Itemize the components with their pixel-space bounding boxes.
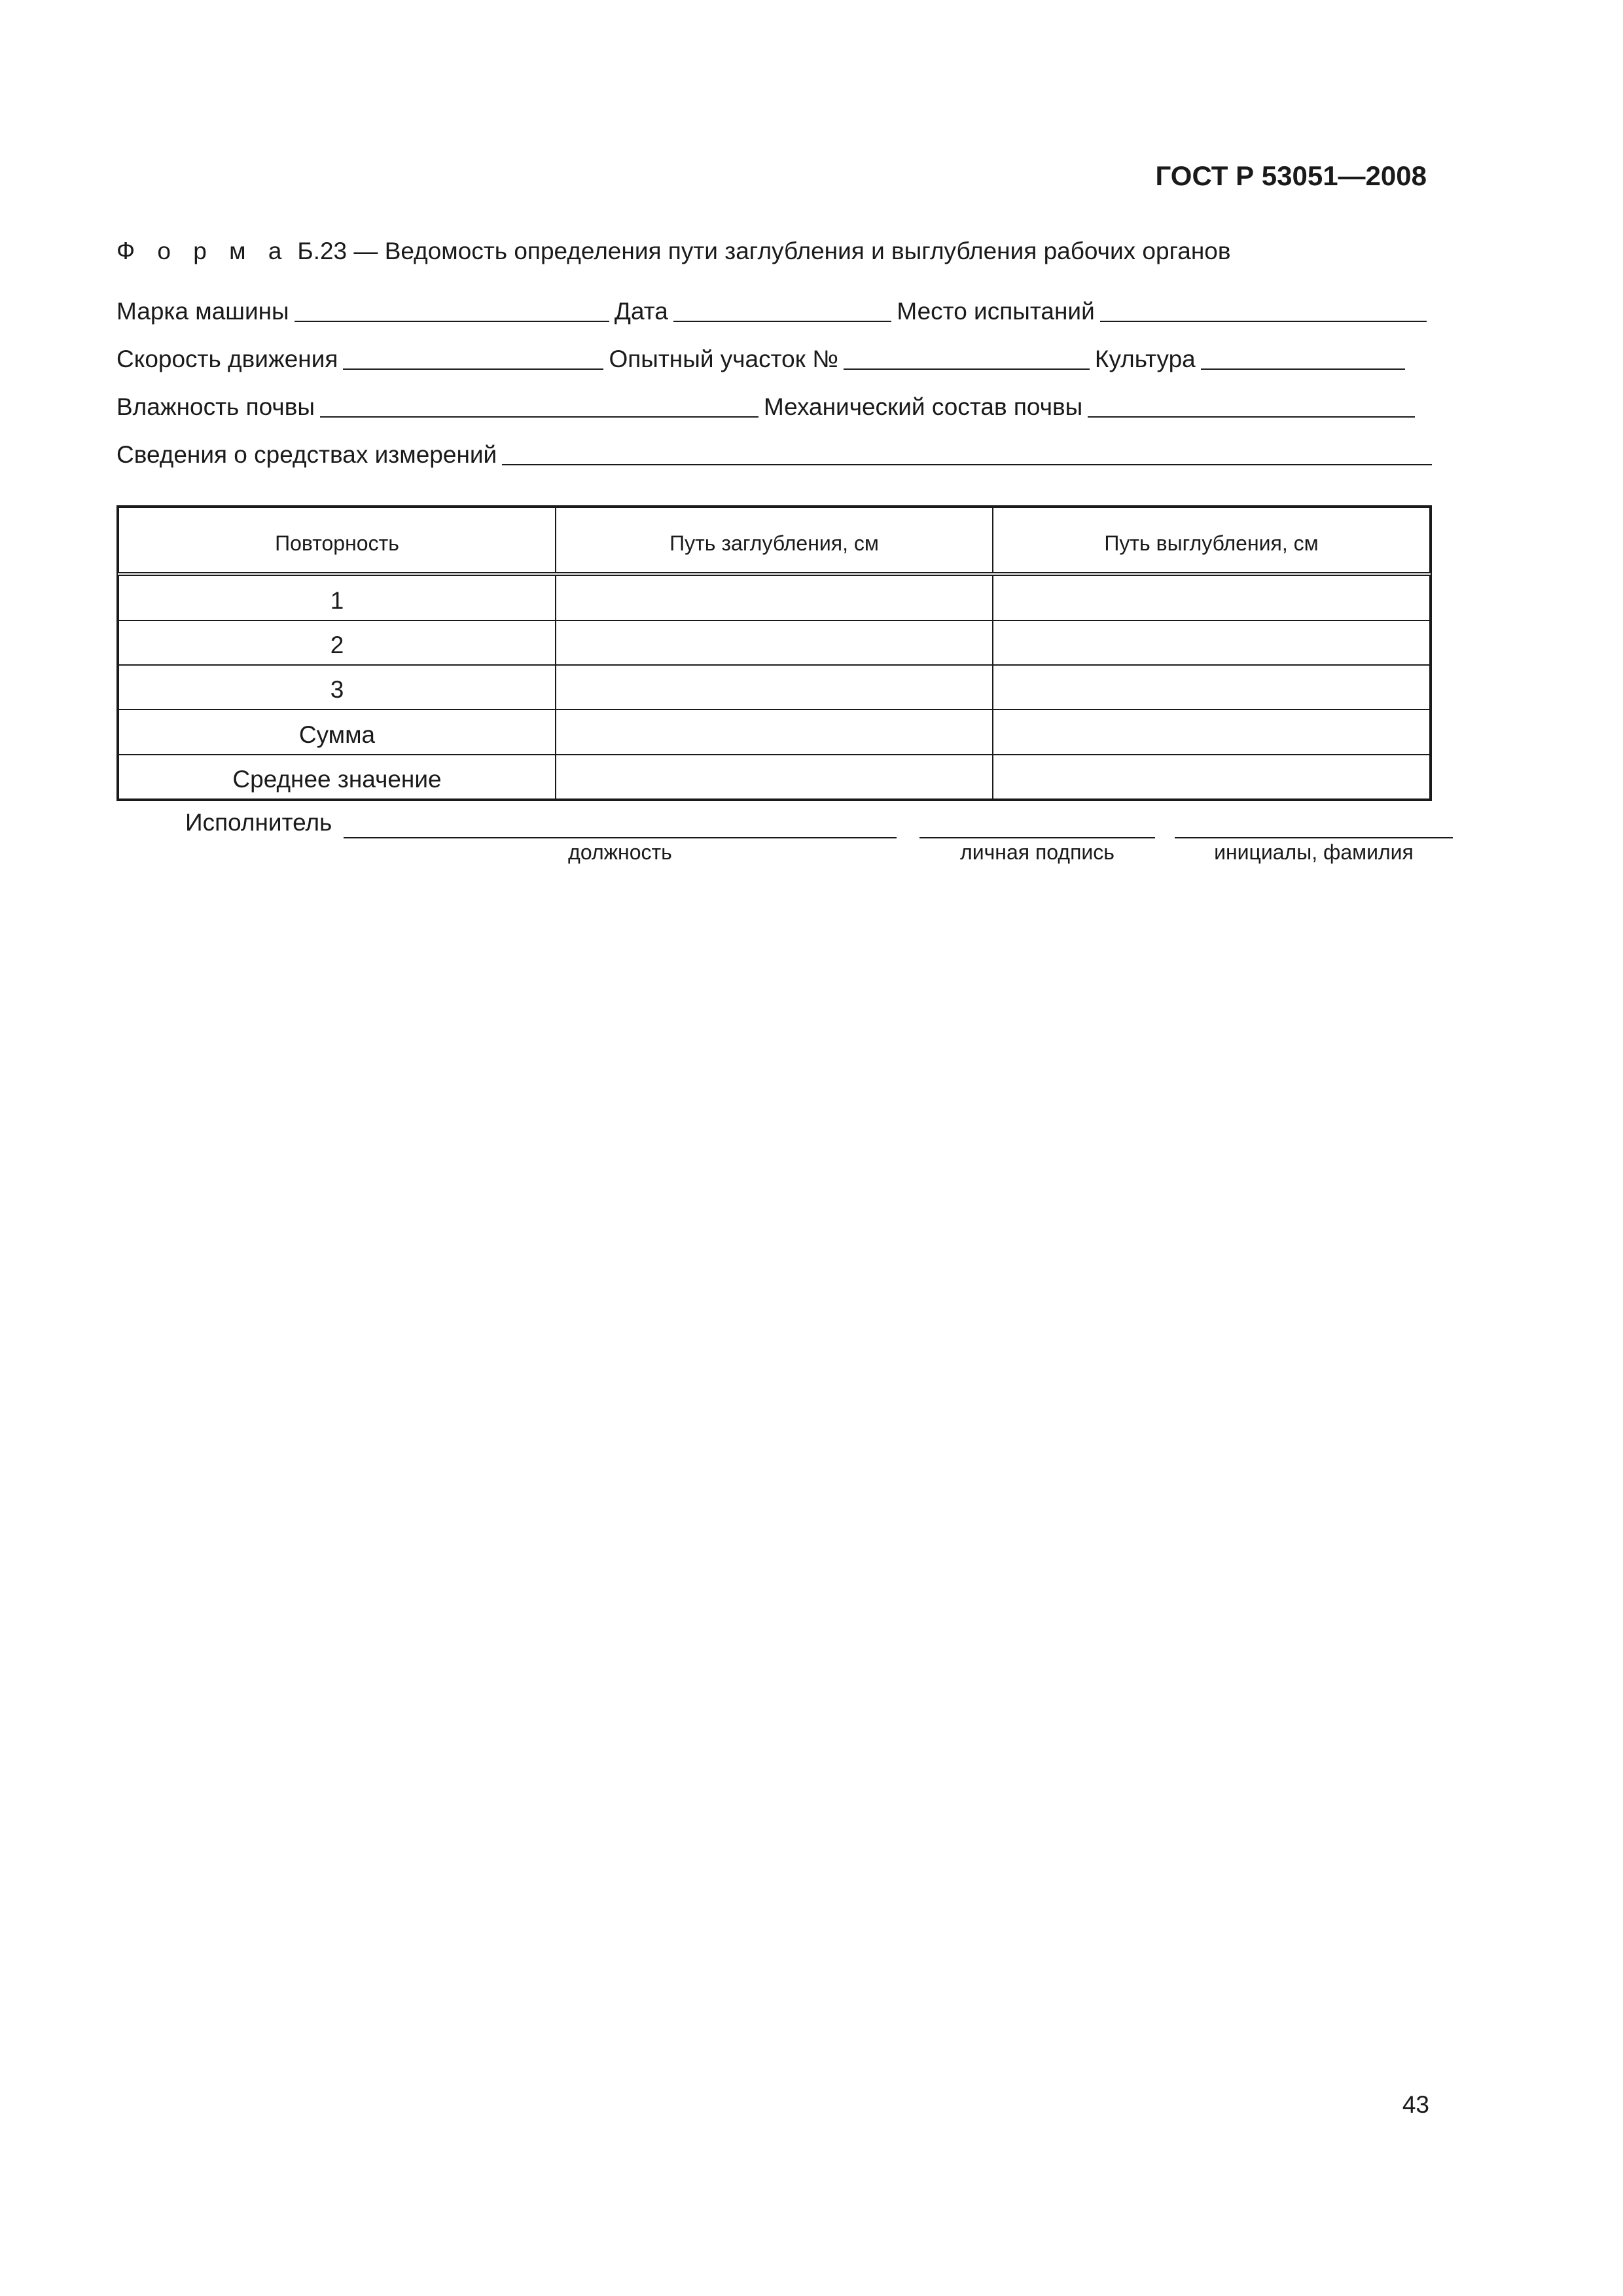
name-line[interactable] xyxy=(1175,837,1453,838)
field-row-2 xyxy=(116,339,1432,376)
soil-composition-line[interactable] xyxy=(1088,416,1415,418)
row-label: 1 xyxy=(118,574,556,620)
table-cell[interactable] xyxy=(556,665,993,709)
header-penetration-path: Путь заглубления, см xyxy=(556,507,993,574)
test-place-label: Место испытаний xyxy=(897,298,1095,325)
row-label: 2 xyxy=(118,620,556,665)
position-line[interactable] xyxy=(344,837,897,838)
soil-composition-label: Механический состав почвы xyxy=(763,393,1083,420)
table-cell[interactable] xyxy=(993,709,1430,754)
table-header-row xyxy=(118,507,1430,574)
signature-caption: личная подпись xyxy=(960,840,1115,864)
test-place-line[interactable] xyxy=(1100,321,1427,322)
table-cell[interactable] xyxy=(556,620,993,665)
crop-label: Культура xyxy=(1094,346,1196,372)
form-name: Б.23 — Ведомость определения пути заглубления и выглубления рабочих органов xyxy=(297,238,1231,264)
table-cell[interactable] xyxy=(993,574,1430,620)
document-standard-number: ГОСТ Р 53051—2008 xyxy=(1155,160,1427,191)
crop-line[interactable] xyxy=(1201,368,1405,370)
form-prefix: Ф о р м а xyxy=(116,238,290,264)
table-row xyxy=(118,709,1430,754)
test-plot-line[interactable] xyxy=(844,368,1090,370)
signature-line[interactable] xyxy=(919,837,1155,838)
date-line[interactable] xyxy=(673,321,892,322)
row-label: Сумма xyxy=(118,709,556,754)
machine-brand-line[interactable] xyxy=(294,321,609,322)
instruments-line[interactable] xyxy=(502,464,1432,465)
header-repetition: Повторность xyxy=(118,507,556,574)
name-caption: инициалы, фамилия xyxy=(1214,840,1414,864)
table-cell[interactable] xyxy=(993,755,1430,799)
executor-label: Исполнитель xyxy=(185,809,332,836)
measurement-table xyxy=(116,505,1432,801)
test-plot-label: Опытный участок № xyxy=(609,346,838,372)
field-row-1 xyxy=(116,291,1432,328)
date-label: Дата xyxy=(614,298,668,325)
row-label: 3 xyxy=(118,665,556,709)
form-title xyxy=(116,238,1231,265)
header-withdrawal-path: Путь выглубления, см xyxy=(993,507,1430,574)
page-number: 43 xyxy=(1402,2091,1429,2118)
table-cell[interactable] xyxy=(993,665,1430,709)
speed-label: Скорость движения xyxy=(116,346,338,372)
soil-moisture-line[interactable] xyxy=(320,416,758,418)
table-row xyxy=(118,574,1430,620)
instruments-label: Сведения о средствах измерений xyxy=(116,441,497,468)
table-cell[interactable] xyxy=(556,574,993,620)
speed-line[interactable] xyxy=(343,368,603,370)
table-row xyxy=(118,620,1430,665)
field-row-3 xyxy=(116,387,1432,423)
soil-moisture-label: Влажность почвы xyxy=(116,393,315,420)
machine-brand-label: Марка машины xyxy=(116,298,289,325)
table-row xyxy=(118,665,1430,709)
table-cell[interactable] xyxy=(556,755,993,799)
table-cell[interactable] xyxy=(556,709,993,754)
row-label: Среднее значение xyxy=(118,755,556,799)
position-caption: должность xyxy=(568,840,672,864)
field-row-4 xyxy=(116,435,1432,471)
table-row xyxy=(118,755,1430,799)
table-cell[interactable] xyxy=(993,620,1430,665)
